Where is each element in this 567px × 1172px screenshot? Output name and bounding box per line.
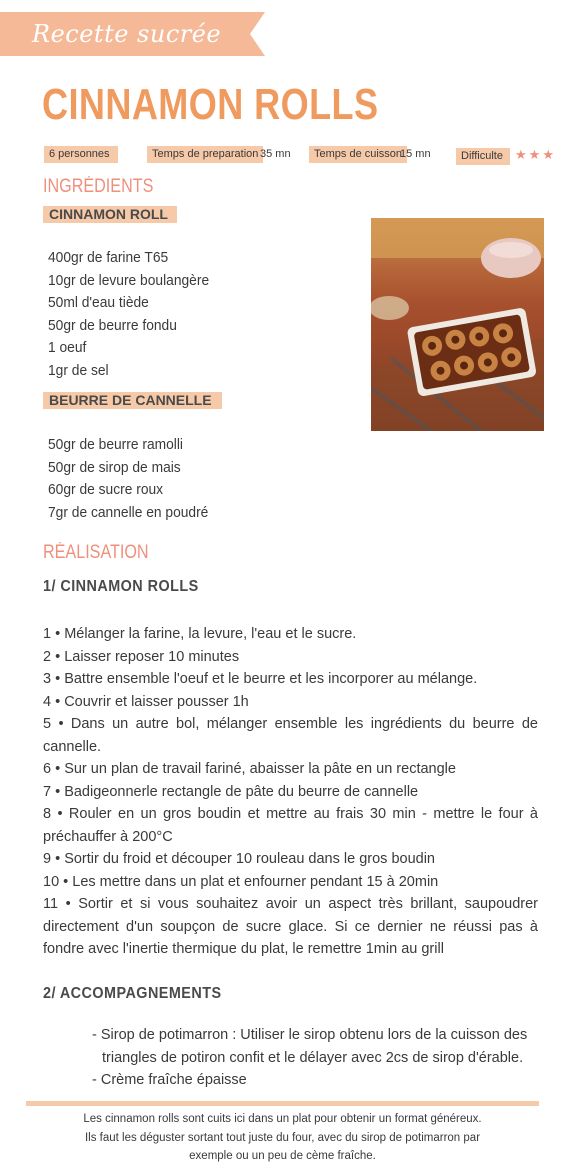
ingredient-item: 1gr de sel [48,361,109,379]
star-icon: ★ [528,147,543,162]
ingredient-group-title: CINNAMON ROLL [43,206,177,223]
ingredient-group-title: BEURRE DE CANNELLE [43,392,222,409]
footer-note [26,1110,539,1166]
recipe-type-banner [0,12,265,56]
recipe-title: CINNAMON ROLLS [42,80,379,129]
cook-time-label: Temps de cuisson [309,146,407,163]
ingredient-item: 50gr de beurre fondu [48,316,177,334]
accompaniment-item: - Sirop de potimarron : Utiliser le sirop obtenu lors de la cuisson des triangles de potiron confit et le délayer avec 2cs de sirop d'érable. [92,1027,528,1066]
banner-label: Recette sucrée [32,20,222,48]
ingredient-item: 10gr de levure boulangère [48,271,210,289]
ingredient-item: 50gr de beurre ramolli [48,436,184,453]
ingredient-item: 1 oeuf [48,339,87,356]
step-item: 10 • Les mettre dans un plat et enfourner pendant 15 à 20min [43,873,439,890]
realisation-heading: RÉALISATION [43,542,149,563]
step-item: 2 • Laisser reposer 10 minutes [43,648,240,665]
ingredient-item: 50gr de sirop de mais [48,458,181,476]
footer-line: exemple ou un peu de cème fraîche. [189,1150,376,1162]
difficulty-label: Difficulte [456,148,510,165]
recipe-photo [371,218,544,431]
prep-time-label: Temps de preparation [147,146,263,163]
star-icon: ★ [515,147,529,162]
steps-list [43,623,538,961]
ingredient-list-butter [48,434,208,524]
servings-badge: 6 personnes [44,146,118,163]
step-item: 11 • Sortir et si vous souhaitez avoir un aspect très brillant, saupoudrer directement d'un soupçon de sucre glace. Si ce dernier ne réussi pas à fondre avec l'inertie thermique du plat, le remettre 1min au grill [43,896,538,957]
ingredient-item: 50ml d'eau tiède [48,294,149,311]
accompaniments-title: 2/ ACCOMPAGNEMENTS [43,985,222,1002]
step-item: 4 • Couvrir et laisser pousser 1h [43,693,249,710]
step-item: 1 • Mélanger la farine, la levure, l'eau et le sucre. [43,626,357,642]
step-item: 8 • Rouler en un gros boudin et mettre au frais 30 min - mettre le four à préchauffer à 200°C [43,806,538,845]
ingredient-item: 7gr de cannelle en poudré [48,503,209,521]
ingredients-heading: INGRÉDIENTS [43,176,154,197]
step-item: 7 • Badigeonnerle rectangle de pâte du beurre de cannelle [43,783,419,800]
ingredient-item: 60gr de sucre roux [48,481,164,498]
star-icon: ★ [542,147,556,162]
step-item: 5 • Dans un autre bol, mélanger ensemble les ingrédients du beurre de cannelle. [43,716,538,755]
difficulty-stars [515,147,556,163]
step-item: 9 • Sortir du froid et découper 10 rouleau dans le gros boudin [43,851,435,867]
prep-time-value: 35 mn [260,148,291,160]
ingredient-list-roll [48,247,209,382]
footer-line: Ils faut les déguster sortant tout juste du four, avec du sirop de potimarron par [84,1131,481,1144]
footer-divider [26,1101,539,1106]
accompaniments-list [90,1024,538,1092]
step-item: 6 • Sur un plan de travail fariné, abaisser la pâte en un rectangle [43,761,456,777]
ingredient-item: 400gr de farine T65 [48,249,169,266]
accompaniment-item: - Crème fraîche épaisse [92,1072,247,1088]
footer-line: Les cinnamon rolls sont cuits ici dans un plat pour obtenir un format généreux. [83,1113,482,1125]
steps-part-title: 1/ CINNAMON ROLLS [43,578,199,595]
step-item: 3 • Battre ensemble l'oeuf et le beurre et les incorporer au mélange. [43,671,478,687]
cook-time-value: 15 mn [400,148,431,160]
